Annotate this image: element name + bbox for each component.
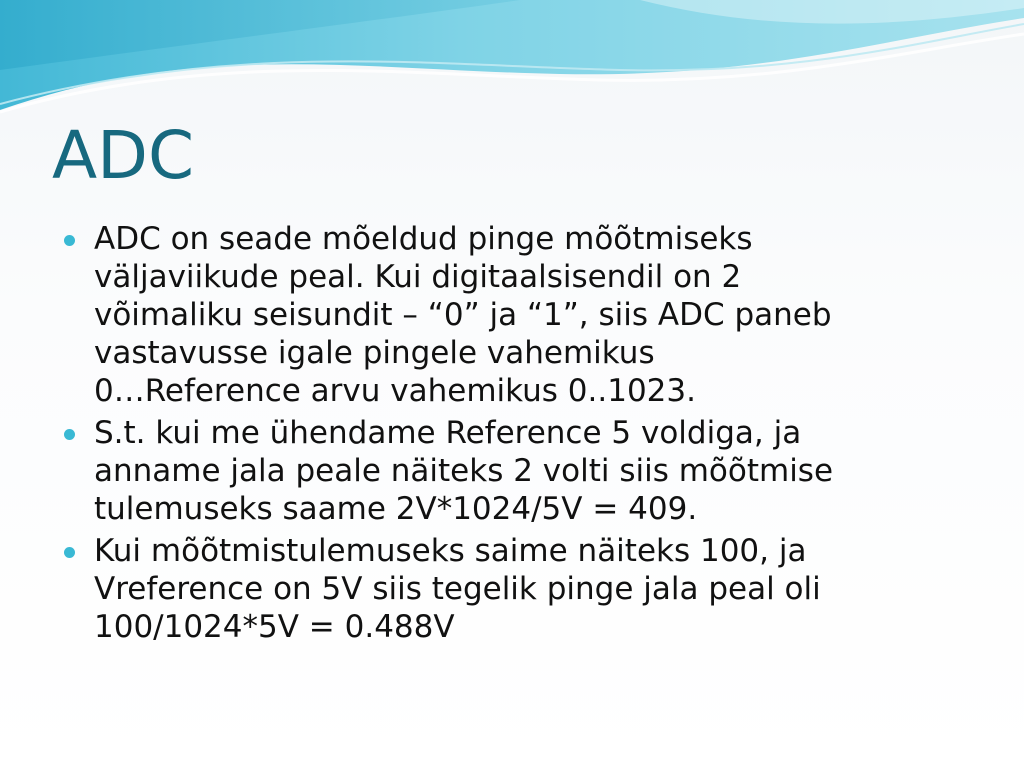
bullet-item: [60, 532, 960, 646]
bullet-list: [60, 220, 960, 650]
bullet-dot-icon: [64, 547, 75, 558]
bullet-item: [60, 220, 960, 410]
wave-decoration: [0, 0, 1024, 120]
slide-title: ADC: [52, 117, 195, 194]
bullet-dot-icon: [64, 235, 75, 246]
bullet-text: S.t. kui me ühendame Reference 5 voldiga, ja anname jala peale näiteks 2 volti siis mõõtmise tulemuseks saame 2V*1024/5V = 409.: [94, 415, 834, 527]
bullet-text: ADC on seade mõeldud pinge mõõtmiseks väljaviikude peal. Kui digitaalsisendil on 2 võimaliku seisundit – “0” ja “1”, siis ADC paneb vastavusse igale pingele vahemikus 0…Reference arvu vahemikus 0..1023.: [94, 221, 832, 409]
bullet-item: [60, 414, 960, 528]
bullet-dot-icon: [64, 429, 75, 440]
bullet-text: Kui mõõtmistulemuseks saime näiteks 100, ja Vreference on 5V siis tegelik pinge jala peal oli 100/1024*5V = 0.488V: [94, 533, 821, 645]
